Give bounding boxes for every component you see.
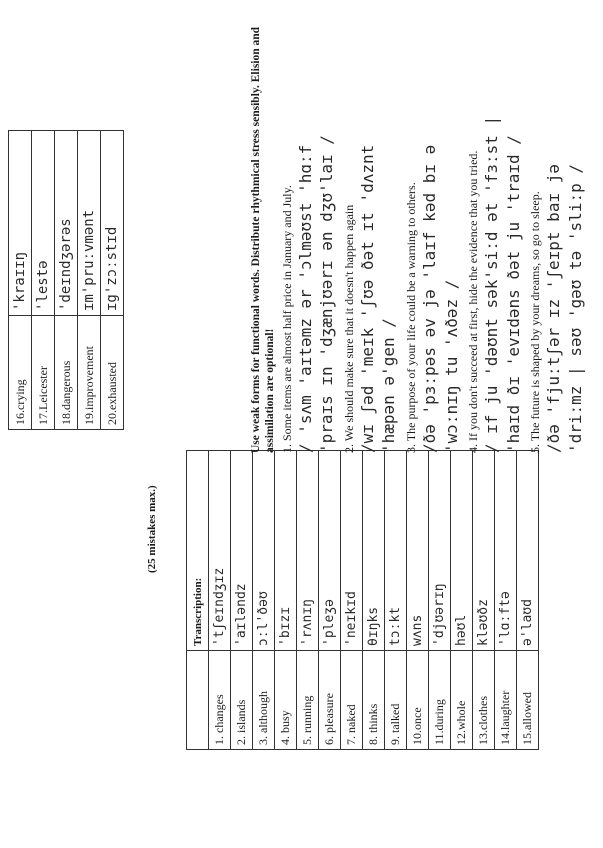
table-row: [495, 451, 517, 750]
transcription-cell: 'kraɪɪŋ: [9, 131, 32, 316]
word-cell: 18.dangerous: [55, 316, 78, 430]
table-row: [429, 451, 451, 750]
transcription-cell: wʌns: [407, 451, 429, 651]
transcription-cell: ə'laʊd: [517, 451, 539, 651]
sentence-4: 4. If you don't succeed at first, hide the evidence that you tried.: [466, 150, 481, 453]
word-cell: 12.whole: [451, 651, 473, 750]
empty-header-cell: [187, 651, 209, 750]
word-cell: 6. pleasure: [319, 651, 341, 750]
transcription-cell: 'deɪndʒərəs: [55, 131, 78, 316]
transcription-cell: 'lestə: [32, 131, 55, 316]
word-cell: 19.improvement: [78, 316, 101, 430]
word-cell: 9. talked: [385, 651, 407, 750]
word-transcription-table-1: [186, 450, 539, 750]
word-cell: 11.during: [429, 651, 451, 750]
sentence-4-transcription: / ɪf ju 'dəʊnt sək'siːd ət 'fɜːst | 'haɪd ðɪ 'evɪdəns ðət ju 'traɪd /: [482, 115, 523, 453]
transcription-cell: kləʊðz: [473, 451, 495, 651]
table-row: [319, 451, 341, 750]
transcription-cell: 'pleʒə: [319, 451, 341, 651]
table-row: [407, 451, 429, 750]
transcription-cell: tɔːkt: [385, 451, 407, 651]
table-row: [55, 131, 78, 430]
table-row: [101, 131, 124, 430]
transcription-cell: ɪm'pruːvmənt: [78, 131, 101, 316]
table-row: [473, 451, 495, 750]
word-cell: 20.exhausted: [101, 316, 124, 430]
table-row: [253, 451, 275, 750]
word-cell: 13.clothes: [473, 651, 495, 750]
transcription-cell: ɔːl'ðəʊ: [253, 451, 275, 651]
word-cell: 5. running: [297, 651, 319, 750]
sentence-exercise: [250, 13, 591, 453]
transcription-cell: 'djʊərɪŋ: [429, 451, 451, 651]
table-row: [517, 451, 539, 750]
table-row: [363, 451, 385, 750]
transcription-cell: 'tʃeɪndʒɪz: [209, 451, 231, 651]
sentence-2: 2. We should make sure that it doesn't happen again: [341, 204, 356, 453]
table-row: [9, 131, 32, 430]
table-row: [297, 451, 319, 750]
word-cell: 4. busy: [275, 651, 297, 750]
table-row: [385, 451, 407, 750]
table-row: [275, 451, 297, 750]
transcription-cell: θɪŋks: [363, 451, 385, 651]
sentence-5-transcription: /ðə 'fjuːtʃər ɪz 'ʃeɪpt baɪ jə 'driːmz | səʊ 'gəʊ tə 'sliːp /: [544, 164, 585, 453]
table-row: [231, 451, 253, 750]
transcription-cell: həʊl: [451, 451, 473, 651]
word-cell: 2. islands: [231, 651, 253, 750]
transcription-cell: 'aɪləndz: [231, 451, 253, 651]
word-transcription-table-2: [8, 130, 124, 430]
word-cell: 14.laughter: [495, 651, 517, 750]
table-row: [451, 451, 473, 750]
word-cell: 1. changes: [209, 651, 231, 750]
word-cell: 10.once: [407, 651, 429, 750]
transcription-cell: 'neɪkɪd: [341, 451, 363, 651]
transcription-cell: ɪg'zɔːstɪd: [101, 131, 124, 316]
sentence-5: 5. The future is shaped by your dreams, so go to sleep.: [528, 191, 543, 453]
transcription-cell: 'bɪzɪ: [275, 451, 297, 651]
word-cell: 16.crying: [9, 316, 32, 430]
word-cell: 15.allowed: [517, 651, 539, 750]
word-cell: 3. although: [253, 651, 275, 750]
transcription-header: Transcription:: [187, 451, 209, 651]
table-row: [32, 131, 55, 430]
sentence-1-transcription: / 'sʌm 'aɪtəmz ər 'ɔlməʊst 'hɑːf 'praɪs ɪn 'dʒænjʊərɪ ən dʒʊ'laɪ /: [295, 135, 337, 453]
sentence-3-transcription: /ðə 'pɜːpəs əv jə 'laɪf kəd bɪ ə 'wɔːnɪŋ tu 'ʌðəz /: [419, 144, 461, 453]
word-cell: 7. naked: [341, 651, 363, 750]
word-cell: 8. thinks: [363, 651, 385, 750]
mistakes-note: (25 mistakes max.): [146, 485, 158, 573]
transcription-cell: 'lɑːftə: [495, 451, 517, 651]
table-row: [209, 451, 231, 750]
word-cell: 17.Leicester: [32, 316, 55, 430]
sentence-3: 3. The purpose of your life could be a warning to others.: [403, 182, 418, 453]
table-header-row: [187, 451, 209, 750]
sentence-2-transcription: /wɪ ʃəd 'meɪk 'ʃʊə ðət ɪt 'dʌznt 'hæpən ə'gen /: [357, 144, 399, 453]
sentence-1: 1. Some items are almost half price in January and July.: [279, 185, 294, 453]
instructions: Use weak forms for functional words. Distribute rhythmical stress sensibly. Elision and assimilation are optional!: [250, 26, 276, 453]
transcription-cell: 'rʌnɪŋ: [297, 451, 319, 651]
table-row: [341, 451, 363, 750]
table-row: [78, 131, 101, 430]
